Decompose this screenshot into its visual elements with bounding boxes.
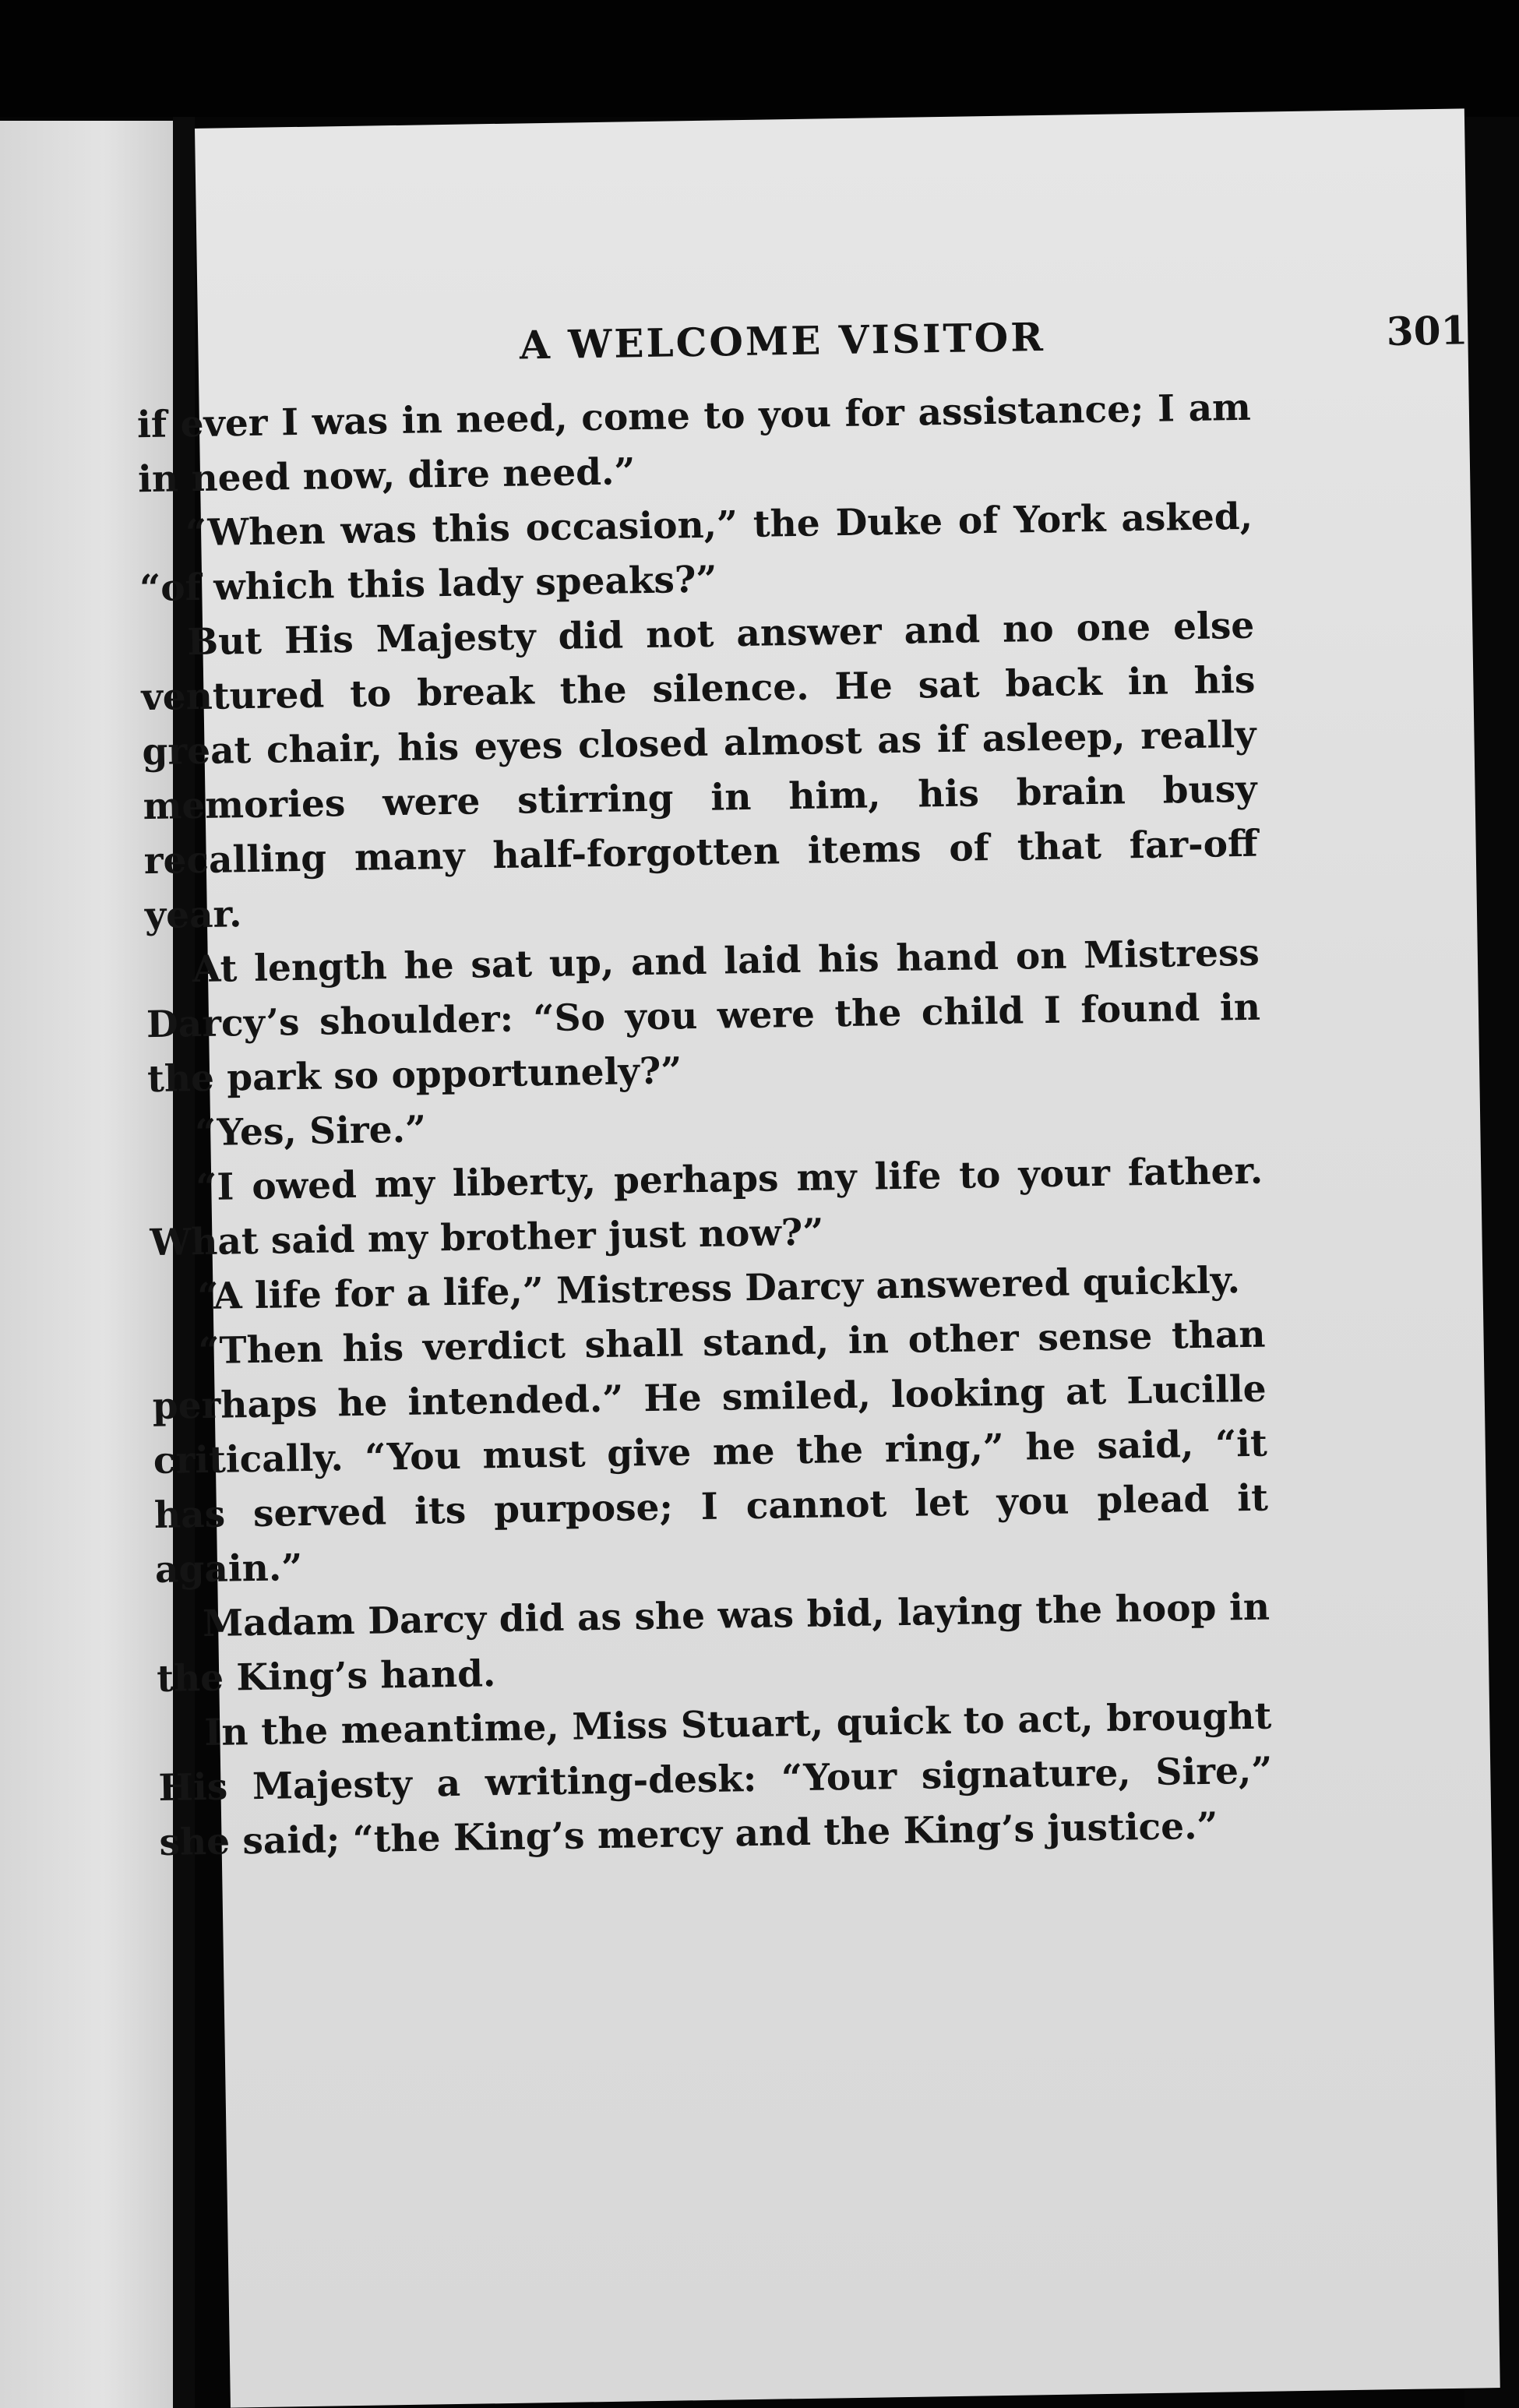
paragraph: At length he sat up, and laid his hand on Mistress Darcy’s shoulder: “So you were the child I found in the park so opportunely?” (146, 931, 1261, 1102)
book-page (136, 108, 1500, 2407)
paragraph: In the meantime, Miss Stuart, quick to act, brought His Majesty a writing-desk: “Your signature, Sire,” she said; “the King’s mercy and the King’s justice.” (158, 1694, 1273, 1864)
scan-top-border (0, 0, 1519, 117)
running-head (299, 307, 1468, 387)
paragraph: if ever I was in need, come to you for assistance; I am in need now, dire need.” (136, 386, 1252, 502)
paragraph: “I owed my liberty, perhaps my life to your father. What said my brother just now?” (150, 1149, 1263, 1265)
running-title: A WELCOME VISITOR (519, 313, 1046, 368)
body-text (136, 381, 1274, 1870)
paragraph: But His Majesty did not answer and no one else ventured to break the silence. He sat back in his great chair, his eyes closed almost as if asleep, really memories were stirring in him, his brain busy recalling many half-forgotten items of that far-off year. (141, 604, 1259, 938)
page-content (136, 307, 1468, 1867)
paragraph: Madam Darcy did as she was bid, laying the hoop in the King’s hand. (156, 1585, 1271, 1701)
page-number: 301 (1386, 307, 1468, 354)
paragraph: “When was this occasion,” the Duke of York asked, “of which this lady speaks?” (139, 495, 1253, 611)
paragraph: “Then his verdict shall stand, in other sense than perhaps he intended.” He smiled, looking at Lucille critically. “You must give me the ring,” he said, “it has served its purpose; I cannot let you plead it again.” (152, 1313, 1269, 1592)
paragraph: “A life for a life,” Mistress Darcy answered quickly. (197, 1259, 1241, 1319)
paragraph: “Yes, Sire.” (194, 1108, 427, 1155)
